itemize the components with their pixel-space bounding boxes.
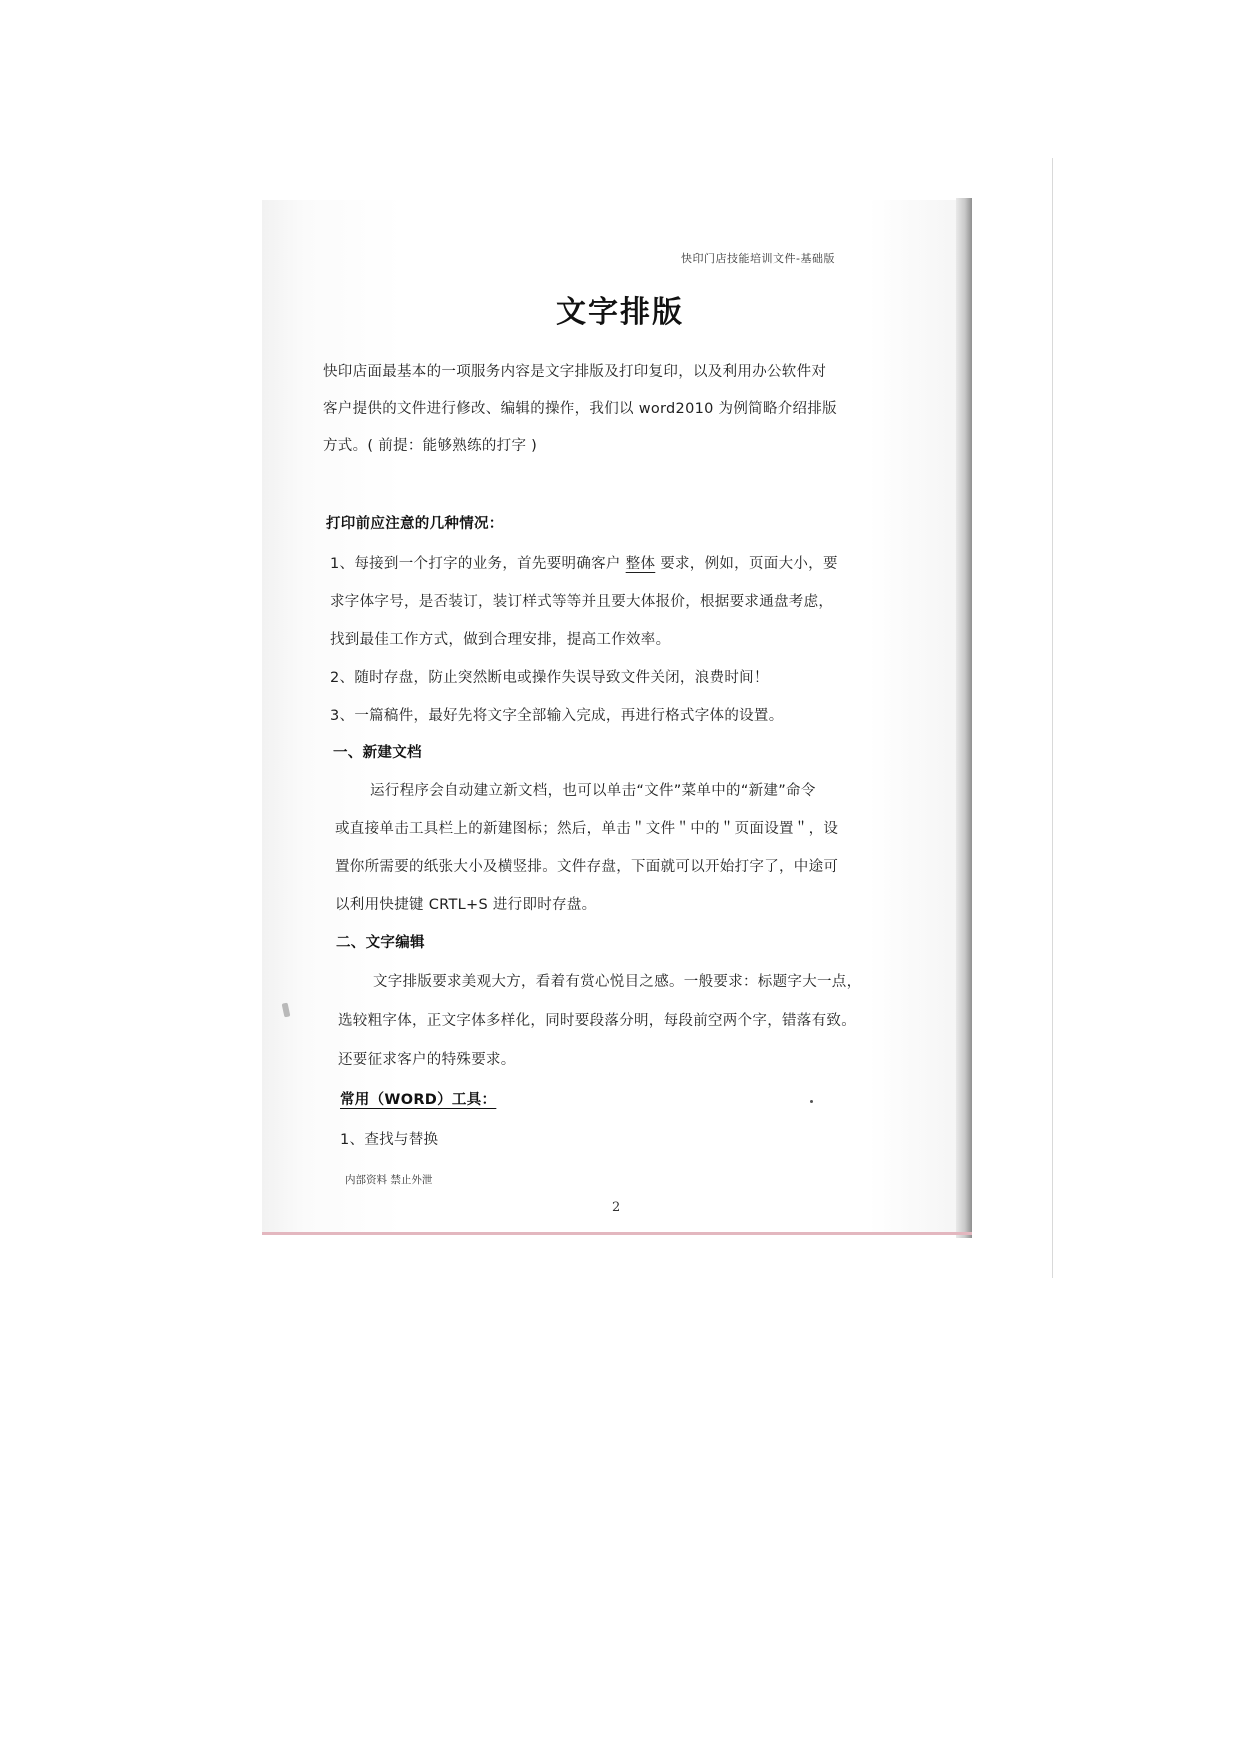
notes-item-1-line-3: 找到最佳工作方式，做到合理安排，提高工作效率。 bbox=[330, 632, 671, 648]
section-1-line-4: 以利用快捷键 CRTL+S 进行即时存盘。 bbox=[335, 897, 597, 913]
section-1-line-1: 运行程序会自动建立新文档，也可以单击“文件”菜单中的“新建”命令 bbox=[370, 783, 816, 799]
intro-line-1: 快印店面最基本的一项服务内容是文字排版及打印复印，以及利用办公软件对 bbox=[323, 364, 827, 380]
notes-item-1-line-1 bbox=[330, 552, 838, 573]
section-1-heading: 一、新建文档 bbox=[333, 745, 422, 761]
notes-item-1-line-2: 求字体字号，是否装订，装订样式等等并且要大体报价，根据要求通盘考虑， bbox=[330, 594, 834, 610]
tools-item-1: 1、查找与替换 bbox=[340, 1132, 439, 1148]
section-2-heading: 二、文字编辑 bbox=[336, 935, 425, 951]
intro-line-3: 方式。( 前提：能够熟练的打字 ) bbox=[323, 438, 538, 454]
section-2-line-2: 选较粗字体，正文字体多样化，同时要段落分明，每段前空两个字，错落有致。 bbox=[338, 1013, 856, 1029]
scan-speck bbox=[810, 1100, 813, 1103]
tools-heading: 常用（WORD）工具： bbox=[340, 1092, 497, 1108]
notes-item-2: 2、随时存盘，防止突然断电或操作失误导致文件关闭，浪费时间！ bbox=[330, 670, 769, 686]
notes-item-1-after: 要求，例如，页面大小，要 bbox=[660, 556, 838, 572]
notes-item-1-emphasis: 整体 bbox=[625, 556, 656, 572]
page-bottom-edge bbox=[262, 1232, 972, 1235]
notes-item-3: 3、一篇稿件，最好先将文字全部输入完成，再进行格式字体的设置。 bbox=[330, 708, 784, 724]
section-2-line-1: 文字排版要求美观大方，看着有赏心悦目之感。一般要求：标题字大一点， bbox=[373, 974, 862, 990]
section-2-line-3: 还要征求客户的特殊要求。 bbox=[338, 1052, 516, 1068]
confidential-note: 内部资料 禁止外泄 bbox=[345, 1174, 433, 1186]
intro-line-2: 客户提供的文件进行修改、编辑的操作，我们以 word2010 为例简略介绍排版 bbox=[323, 401, 837, 417]
running-header: 快印门店技能培训文件-基础版 bbox=[681, 252, 835, 265]
notes-item-1-before: 1、每接到一个打字的业务，首先要明确客户 bbox=[330, 556, 621, 572]
notes-heading: 打印前应注意的几种情况： bbox=[326, 516, 504, 532]
document-title: 文字排版 bbox=[556, 295, 684, 330]
section-1-line-2: 或直接单击工具栏上的新建图标；然后，单击＂文件＂中的＂页面设置＂，设 bbox=[335, 821, 839, 837]
page-number: 2 bbox=[612, 1200, 621, 1215]
section-1-line-3: 置你所需要的纸张大小及横竖排。文件存盘，下面就可以开始打字了，中途可 bbox=[335, 859, 839, 875]
page-edge-shadow bbox=[956, 198, 972, 1238]
